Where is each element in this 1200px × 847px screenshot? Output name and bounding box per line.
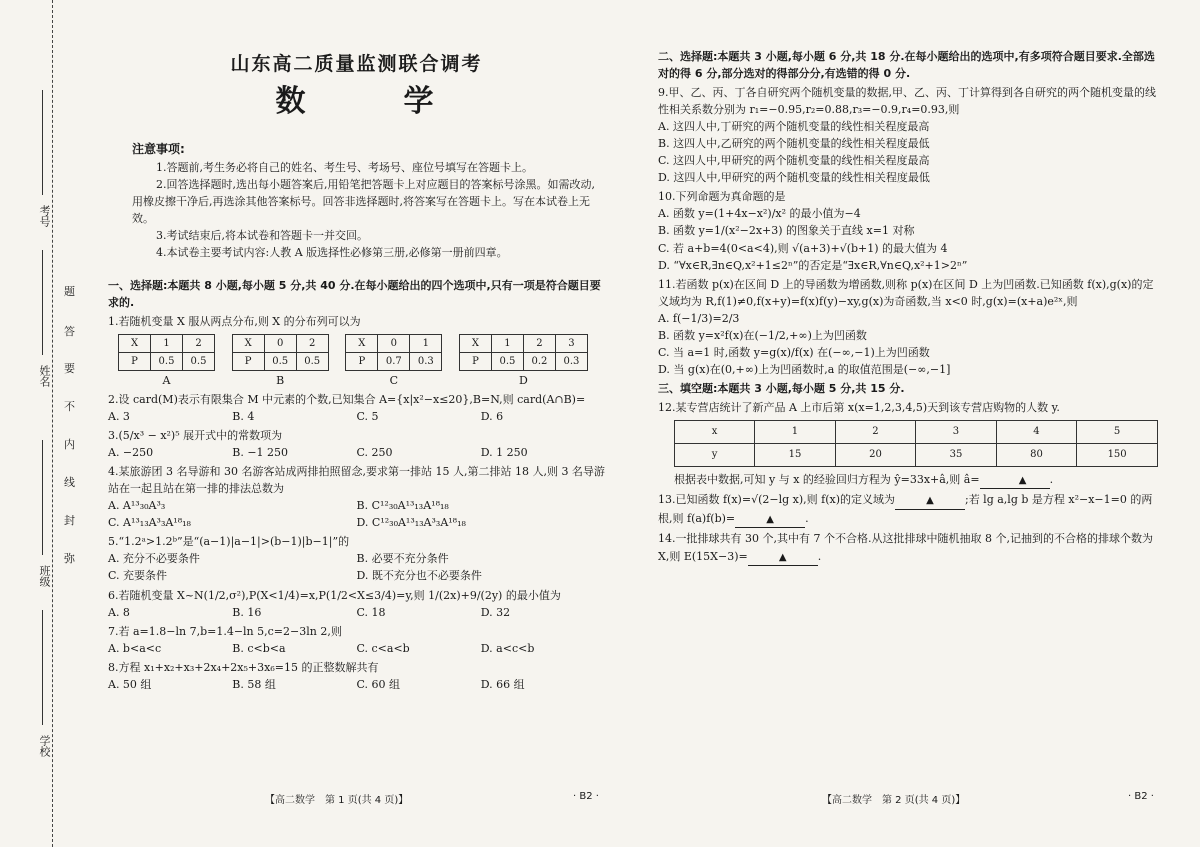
option-label: B (276, 373, 285, 387)
table-cell: 3 (555, 334, 587, 352)
page-1-code: · B2 · (573, 791, 599, 802)
question-stem: 14.一批排球共有 30 个,其中有 7 个不合格.从这批排球中随机抽取 8 个,记抽到的不合格的排球个数为 X,则 E(15X−3)= (658, 532, 1153, 563)
exam-title: 山东高二质量监测联合调考 (230, 53, 483, 75)
seal-char: 答 (64, 325, 75, 338)
seal-char: 弥 (64, 552, 75, 565)
answer-blank[interactable] (748, 548, 818, 567)
label-kaohao: 考号 (38, 205, 51, 227)
question-8 (108, 659, 605, 693)
question-stem: 6.若随机变量 X~N(1/2,σ²),P(X<1/4)=x,P(1/2<X≤3/4)=y,则 1/(2x)+9/(2y) 的最小值为 (108, 588, 561, 602)
question-11 (658, 276, 1158, 378)
table-cell: X (346, 334, 378, 352)
triangle-icon: ▲ (926, 495, 934, 507)
table-cell: 2 (523, 334, 555, 352)
question-1 (108, 313, 605, 389)
notice-item: 4.本试卷主要考试内容:人教 A 版选择性必修第三册,必修第一册前四章。 (156, 245, 508, 259)
seal-char: 内 (64, 438, 75, 451)
question-text: 根据表中数据,可知 y 与 x 的经验回归方程为 ŷ=33x+â,则 â= (674, 472, 980, 486)
field-kaohao[interactable] (42, 90, 43, 195)
table-cell: P (459, 352, 491, 370)
option-d[interactable]: D. C¹²₃₀A¹³₁₃A³₃A¹⁸₁₈ (356, 516, 466, 530)
option-table-a[interactable] (118, 334, 215, 389)
question-3 (108, 427, 605, 461)
option-table-b[interactable] (232, 334, 329, 389)
table-cell: 1 (151, 334, 183, 352)
notice-block (132, 140, 605, 261)
option-table-c[interactable] (345, 334, 442, 389)
table-cell: 35 (916, 443, 997, 466)
table-cell: P (232, 352, 264, 370)
option-a[interactable]: A. f(−1/3)=2/3 (658, 311, 740, 325)
question-5 (108, 533, 605, 584)
question-13: 13.已知函数 f(x)=√(2−lg x),则 f(x)的定义域为 ▲ ;若 lg a,lg b 是方程 x²−x−1=0 的两根,则 f(a)f(b)= ▲ . (658, 491, 1158, 528)
option-c[interactable]: C. 18 (356, 605, 386, 619)
option-a[interactable]: A. 50 组 (108, 677, 152, 691)
options (108, 550, 605, 584)
question-stem: 9.甲、乙、丙、丁各自研究两个随机变量的数据,甲、乙、丙、丁计算得到各自研究的两个随机变量的线性相关系数分别为 r₁=−0.95,r₂=0.88,r₃=−0.9,r₄=0.93,则 (658, 86, 1156, 117)
seal-char: 不 (64, 400, 75, 413)
option-a[interactable]: A. 3 (108, 410, 130, 424)
option-c[interactable]: C. 5 (356, 410, 379, 424)
option-d[interactable]: D. “∀x∈R,∃n∈Q,x²+1≤2ⁿ”的否定是“∃x∈R,∀n∈Q,x²+1>2ⁿ” (658, 258, 968, 272)
option-d[interactable]: D. 1 250 (480, 446, 528, 460)
notice-item: 1.答题前,考生务必将自己的姓名、考生号、考场号、座位号填写在答题卡上。 (156, 160, 533, 174)
table-cell: 0.2 (523, 352, 555, 370)
option-a[interactable]: A. 8 (108, 605, 130, 619)
question-stem: 11.若函数 p(x)在区间 D 上的导函数为增函数,则称 p(x)在区间 D 上为凹函数.已知函数 f(x),g(x)的定义域均为 R,f(1)≠0,f(x+y)=f(x)f(y)−xy,g(x)为奇函数,当 x<0 时,g(x)=(x+a)e²ˣ,则 (658, 277, 1154, 308)
question-stem: 1.若随机变量 X 服从两点分布,则 X 的分布列可以为 (108, 314, 361, 328)
question-6 (108, 587, 605, 621)
field-xuexiao[interactable] (42, 610, 43, 725)
seal-char: 线 (64, 476, 75, 489)
table-cell: 150 (1077, 443, 1158, 466)
options (108, 676, 605, 693)
option-c[interactable]: C. 250 (356, 446, 393, 460)
option-c[interactable]: C. c<a<b (356, 641, 410, 655)
table-cell: 0.5 (296, 352, 328, 370)
question-4 (108, 463, 605, 531)
label-xingming: 姓名 (38, 365, 51, 387)
option-a[interactable]: A. 这四人中,丁研究的两个随机变量的线性相关程度最高 (658, 120, 930, 134)
notice-item: 2.回答选择题时,选出每小题答案后,用铅笔把答题卡上对应题目的答案标号涂黑。如需改动,用橡皮擦干净后,再选涂其他答案标号。回答非选择题时,将答案写在答题卡上。写在本试卷上无效。 (132, 177, 595, 225)
option-b[interactable]: B. −1 250 (232, 446, 289, 460)
table-cell: P (346, 352, 378, 370)
table-cell: 1 (491, 334, 523, 352)
question-7 (108, 623, 605, 657)
table-cell: X (459, 334, 491, 352)
option-label: C (389, 373, 399, 387)
table-cell: P (119, 352, 151, 370)
option-d[interactable]: D. a<c<b (480, 641, 535, 655)
option-b[interactable]: B. 这四人中,乙研究的两个随机变量的线性相关程度最低 (658, 137, 930, 151)
answer-blank[interactable] (980, 471, 1050, 490)
question-stem: 3.(5/x³ − x²)⁵ 展开式中的常数项为 (108, 429, 283, 443)
section-3-heading: 三、填空题:本题共 3 小题,每小题 5 分,共 15 分. (658, 381, 905, 395)
option-b[interactable]: B. 4 (232, 410, 255, 424)
option-a[interactable]: A. A¹³₃₀A³₃ (108, 499, 166, 513)
question-stem: 12.某专营店统计了新产品 A 上市后第 x(x=1,2,3,4,5)天到该专营店购物的人数 y. (658, 400, 1060, 414)
option-c[interactable]: C. 这四人中,甲研究的两个随机变量的线性相关程度最高 (658, 154, 930, 168)
triangle-icon: ▲ (766, 513, 774, 525)
answer-blank[interactable] (895, 491, 965, 510)
table-cell: 0.5 (183, 352, 215, 370)
binding-dashed-line (52, 0, 54, 847)
table-cell: 5 (1077, 420, 1158, 443)
table-cell: 0.5 (151, 352, 183, 370)
page-2 (658, 48, 1158, 566)
distribution-options (118, 334, 588, 389)
table-cell: 0 (264, 334, 296, 352)
option-d[interactable]: D. 当 g(x)在(0,+∞)上为凹函数时,a 的取值范围是(−∞,−1] (658, 362, 951, 376)
option-d[interactable]: D. 6 (480, 410, 504, 424)
table-cell: 2 (183, 334, 215, 352)
table-cell: 3 (916, 420, 997, 443)
table-cell: 0 (378, 334, 410, 352)
options (108, 444, 605, 461)
option-b[interactable]: B. 必要不充分条件 (356, 552, 449, 566)
table-cell: 1 (755, 420, 836, 443)
option-c[interactable]: C. 60 组 (356, 677, 401, 691)
table-cell: 15 (755, 443, 836, 466)
notice-heading: 注意事项: (132, 141, 185, 156)
table-cell: y (675, 443, 755, 466)
option-a[interactable]: A. −250 (108, 446, 154, 460)
options (108, 408, 605, 425)
question-2 (108, 391, 605, 425)
option-b[interactable]: B. c<b<a (232, 641, 286, 655)
table-cell: 2 (296, 334, 328, 352)
option-c[interactable]: C. A¹³₁₃A³₃A¹⁸₁₈ (108, 516, 191, 530)
option-a[interactable]: A. 充分不必要条件 (108, 552, 200, 566)
question-stem: 7.若 a=1.8−ln 7,b=1.4−ln 5,c=2−3ln 2,则 (108, 624, 342, 638)
label-banji: 班级 (38, 565, 51, 587)
question-10 (658, 188, 1158, 273)
question-12: 12.某专营店统计了新产品 A 上市后第 x(x=1,2,3,4,5)天到该专营店购物的人数 y. x 1 2 3 4 5 y 15 20 35 80 150 根据表中数据,可知 y 与 x 的经验回归方程为 ŷ=33x+â,则 â= ▲ . (658, 399, 1158, 490)
table-cell: 1 (410, 334, 442, 352)
table-cell: 0.3 (410, 352, 442, 370)
question-stem: 4.某旅游团 3 名导游和 30 名游客站成两排拍照留念,要求第一排站 15 人,第二排站 18 人,则 3 名导游站在一起且站在第一排的排法总数为 (108, 465, 605, 496)
option-c[interactable]: C. 充要条件 (108, 569, 168, 583)
table-cell: 20 (835, 443, 916, 466)
table-cell: 80 (996, 443, 1077, 466)
table-cell: 0.5 (491, 352, 523, 370)
table-cell: x (675, 420, 755, 443)
option-b[interactable]: B. 函数 y=1/(x²−2x+3) 的图象关于直线 x=1 对称 (658, 224, 915, 238)
table-row (675, 420, 1158, 443)
section-1-heading: 一、选择题:本题共 8 小题,每小题 5 分,共 40 分.在每小题给出的四个选项中,只有一项是符合题目要求的. (108, 278, 601, 309)
page-2-footer: 【高二数学 第 2 页(共 4 页)】 (822, 795, 966, 806)
seal-char: 题 (64, 285, 75, 298)
page-1 (108, 0, 605, 693)
subject-title: 数 学 (275, 84, 468, 120)
table-cell: 0.3 (555, 352, 587, 370)
option-c[interactable]: C. 若 a+b=4(0<a<4),则 √(a+3)+√(b+1) 的最大值为 4 (658, 241, 948, 255)
options (108, 604, 605, 621)
section-2-heading: 二、选择题:本题共 3 小题,每小题 6 分,共 18 分.在每小题给出的选项中,有多项符合题目要求.全部选对的得 6 分,部分选对的得部分分,有选错的得 0 分. (658, 50, 1155, 81)
option-label: A (162, 373, 171, 387)
table-cell: 2 (835, 420, 916, 443)
data-table (674, 420, 1158, 467)
question-stem: 8.方程 x₁+x₂+x₃+2x₄+2x₅+3x₆=15 的正整数解共有 (108, 660, 379, 674)
field-xingming[interactable] (42, 250, 43, 355)
binding-margin (0, 0, 100, 847)
options (108, 497, 605, 531)
option-b[interactable]: B. 函数 y=x²f(x)在(−1/2,+∞)上为凹函数 (658, 328, 867, 342)
page-2-code: · B2 · (1128, 791, 1154, 802)
table-cell: 0.5 (264, 352, 296, 370)
triangle-icon: ▲ (778, 551, 787, 563)
table-row (675, 443, 1158, 466)
seal-char: 要 (64, 362, 75, 375)
question-9 (658, 84, 1158, 186)
option-d[interactable]: D. 既不充分也不必要条件 (356, 569, 482, 583)
option-table-d[interactable] (459, 334, 588, 389)
table-cell: 0.7 (378, 352, 410, 370)
option-a[interactable]: A. 函数 y=(1+4x−x²)/x² 的最小值为−4 (658, 207, 861, 221)
option-c[interactable]: C. 当 a=1 时,函数 y=g(x)/f(x) 在(−∞,−1)上为凹函数 (658, 345, 930, 359)
question-stem: 13.已知函数 f(x)=√(2−lg x),则 f(x)的定义域为 (658, 493, 895, 507)
table-cell: 4 (996, 420, 1077, 443)
page-1-footer: 【高二数学 第 1 页(共 4 页)】 (265, 795, 409, 806)
option-a[interactable]: A. b<a<c (108, 641, 162, 655)
table-cell: X (119, 334, 151, 352)
option-label: D (519, 373, 528, 387)
question-14: 14.一批排球共有 30 个,其中有 7 个不合格.从这批排球中随机抽取 8 个,记抽到的不合格的排球个数为 X,则 E(15X−3)= ▲ . (658, 530, 1158, 566)
question-stem: 2.设 card(M)表示有限集合 M 中元素的个数,已知集合 A={x|x²−x≤20},B=N,则 card(A∩B)= (108, 393, 586, 406)
field-banji[interactable] (42, 440, 43, 555)
option-d[interactable]: D. 66 组 (480, 677, 525, 691)
answer-blank[interactable] (735, 510, 805, 529)
notice-item: 3.考试结束后,将本试卷和答题卡一并交回。 (156, 228, 368, 242)
table-cell: X (232, 334, 264, 352)
question-stem: ;若 lg a,lg b 是方程 x²−x−1=0 的两根,则 f(a)f(b)= (658, 493, 1153, 525)
options (108, 640, 605, 657)
option-d[interactable]: D. 这四人中,甲研究的两个随机变量的线性相关程度最低 (658, 171, 930, 185)
option-b[interactable]: B. 16 (232, 605, 262, 619)
question-stem: 5.“1.2ᵃ>1.2ᵇ”是“(a−1)|a−1|>(b−1)|b−1|”的 (108, 535, 350, 549)
seal-char: 封 (64, 514, 75, 527)
option-b[interactable]: B. 58 组 (232, 677, 276, 691)
label-xuexiao: 学校 (38, 735, 51, 757)
triangle-icon: ▲ (1018, 474, 1027, 486)
option-d[interactable]: D. 32 (480, 605, 511, 619)
question-stem: 10.下列命题为真命题的是 (658, 190, 786, 204)
option-b[interactable]: B. C¹²₃₀A¹³₁₃A¹⁸₁₈ (356, 499, 449, 513)
